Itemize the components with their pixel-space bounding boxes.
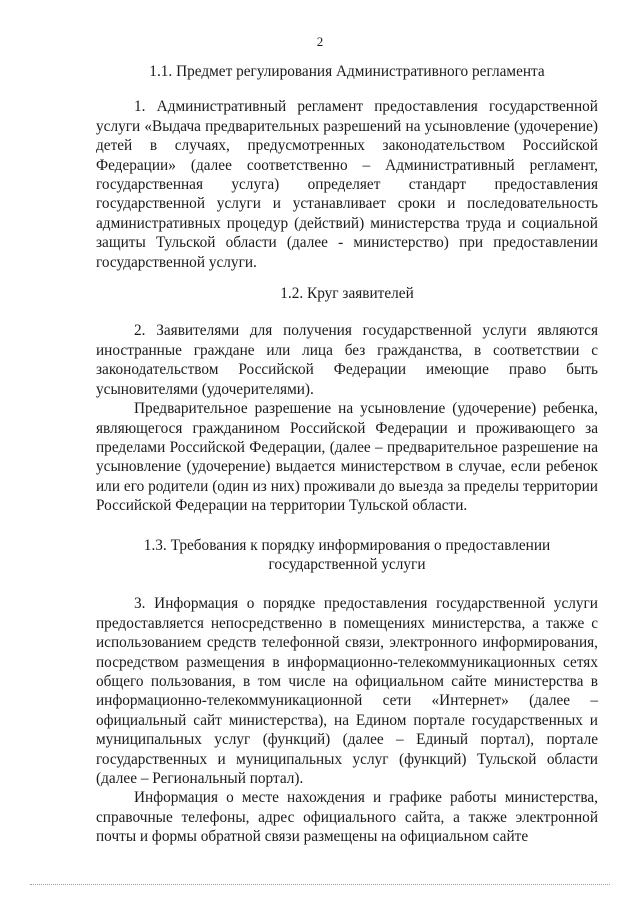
paragraph-2-continued: Предварительное разрешение на усыновление (удочерение) ребенка, являющегося гражданином Российской Федерации и проживающего за пределами Российской Федерации, (далее – предварительное разрешение на усыновление (удочерение) выдается министерством в случае, если ребенок или его родители (один из них) проживали до выезда за пределы территории Российской Федерации на территории Тульской области. — [96, 400, 598, 515]
paragraph-3-continued: Информация о месте нахождения и графике работы министерства, справочные телефоны, адрес официального сайта, а также электронной почты и формы обратной связи размещены на официальном сайте — [96, 789, 598, 846]
scan-edge-artifact — [30, 884, 610, 885]
section-heading-1-1: 1.1. Предмет регулирования Административного регламента — [149, 63, 545, 80]
section-heading-1-2: 1.2. Круг заявителей — [280, 285, 414, 303]
paragraph-2: 2. Заявителями для получения государственной услуги являются иностранные граждане или лица без гражданства, в соответствии с законодательством Российской Федерации имеющие право быть усыновителями (удочерителями). — [96, 322, 598, 398]
page-number: 2 — [316, 34, 324, 49]
document-body — [96, 62, 598, 847]
paragraph-1: 1. Административный регламент предоставления государственной услуги «Выдача предварительных разрешений на усыновление (удочерение) детей в случаях, предусмотренных законодательством Российской Федерации» (далее соответственно – Административный регламент, государственная услуга) определяет стандарт предоставления государственной услуги и устанавливает сроки и последовательность административных процедур (действий) министерства труда и социальной защиты Тульской области (далее - министерство) при предоставлении государственной услуги. — [96, 98, 598, 271]
paragraph-3: 3. Информация о порядке предоставления государственной услуги предоставляется непосредственно в помещениях министерства, а также с использованием средств телефонной связи, электронного информирования, посредством размещения в информационно-телекоммуникационных сетях общего пользования, в том числе на официальном сайте министерства в информационно-телекоммуникационной сети «Интернет» (далее – официальный сайт министерства), на Едином портале государственных и муниципальных услуг (функций) (далее – Единый портал), портале государственных и муниципальных услуг (функций) Тульской области (далее – Региональный портал). — [96, 595, 598, 787]
section-heading-1-3: 1.3. Требования к порядку информирования о предоставлении государственной услуги — [143, 536, 551, 573]
